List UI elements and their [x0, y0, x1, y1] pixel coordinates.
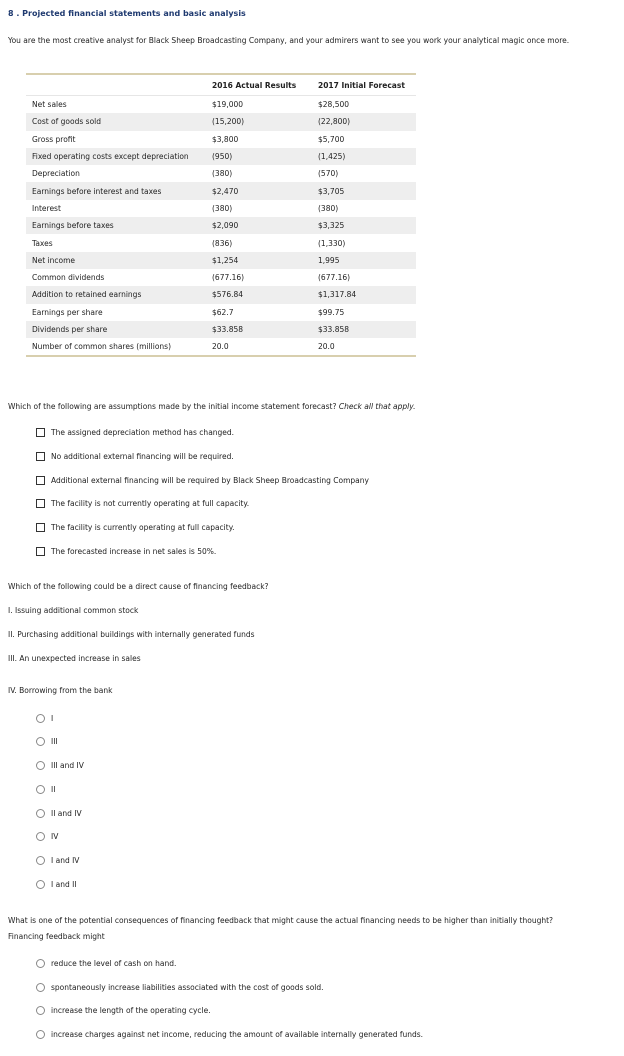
cell-2016: $19,000	[212, 100, 244, 110]
radio-button[interactable]	[36, 785, 45, 794]
q2-option-6[interactable]	[36, 832, 58, 841]
checkbox[interactable]	[36, 476, 45, 485]
option-label: reduce the level of cash on hand.	[51, 959, 177, 968]
cell-2016: $1,254	[212, 255, 239, 265]
radio-button[interactable]	[36, 856, 45, 865]
cell-2016: $2,090	[212, 221, 239, 231]
table-header	[26, 75, 416, 96]
q1-option-6[interactable]	[36, 547, 216, 556]
cell-2017: (1,330)	[318, 238, 346, 248]
option-label: The facility is currently operating at full capacity.	[51, 523, 235, 532]
page-title: 8 . Projected financial statements and basic analysis	[8, 9, 246, 18]
q2-option-2[interactable]	[36, 737, 58, 746]
option-label: IV	[51, 832, 59, 841]
cell-2016: $2,470	[212, 186, 239, 196]
question-3-text-line1: What is one of the potential consequences of financing feedback that might cause the actual financing needs to be higher than initially thought?	[8, 916, 554, 925]
option-label: The assigned depreciation method has changed.	[51, 428, 235, 437]
table-row	[26, 165, 416, 182]
cell-2017: $1,317.84	[318, 290, 357, 300]
row-label: Gross profit	[32, 134, 76, 144]
option-label: increase charges against net income, reducing the amount of available internally generated funds.	[51, 1030, 424, 1039]
q1-option-3[interactable]	[36, 476, 369, 485]
radio-button[interactable]	[36, 880, 45, 889]
checkbox[interactable]	[36, 452, 45, 461]
table-row	[26, 252, 416, 269]
row-label: Addition to retained earnings	[32, 290, 142, 300]
checkbox[interactable]	[36, 499, 45, 508]
radio-button[interactable]	[36, 761, 45, 770]
question-1-text: Which of the following are assumptions made by the initial income statement forecast?	[8, 402, 339, 411]
option-label: The forecasted increase in net sales is 50%.	[51, 547, 217, 556]
table-row	[26, 200, 416, 217]
table-row	[26, 96, 416, 113]
checkbox[interactable]	[36, 523, 45, 532]
cell-2017: $3,325	[318, 221, 345, 231]
q1-option-2[interactable]	[36, 452, 234, 461]
header-2016: 2016 Actual Results	[212, 80, 297, 90]
checkbox[interactable]	[36, 547, 45, 556]
q3-option-2[interactable]	[36, 983, 324, 992]
cell-2016: $33.858	[212, 325, 244, 334]
question-3-text-line2: Financing feedback might	[8, 932, 105, 941]
table-row	[26, 269, 416, 286]
q2-item-3: III. An unexpected increase in sales	[8, 654, 141, 663]
cell-2016: (380)	[212, 203, 233, 213]
table-row	[26, 131, 416, 148]
row-label: Cost of goods sold	[32, 117, 102, 127]
radio-button[interactable]	[36, 714, 45, 723]
radio-button[interactable]	[36, 809, 45, 818]
option-label: III	[51, 737, 58, 746]
option-label: II and IV	[51, 809, 82, 818]
table-row	[26, 182, 416, 199]
cell-2016: 20.0	[212, 342, 229, 352]
q1-option-1[interactable]	[36, 428, 234, 437]
cell-2017: (570)	[318, 169, 339, 179]
option-label: The facility is not currently operating at full capacity.	[51, 499, 250, 508]
checkbox[interactable]	[36, 428, 45, 437]
q3-option-4[interactable]	[36, 1030, 423, 1039]
radio-button[interactable]	[36, 737, 45, 746]
cell-2017: $3,705	[318, 186, 345, 196]
cell-2017: $99.75	[318, 307, 345, 317]
option-label: spontaneously increase liabilities associated with the cost of goods sold.	[51, 983, 324, 992]
row-label: Net income	[32, 255, 76, 265]
row-label: Earnings before taxes	[32, 221, 114, 231]
cell-2017: $28,500	[318, 100, 350, 110]
cell-2016: $62.7	[212, 307, 234, 317]
q2-option-7[interactable]	[36, 856, 79, 865]
option-label: I and II	[51, 880, 77, 889]
row-label: Depreciation	[32, 169, 80, 179]
table-row	[26, 338, 416, 355]
header-2017: 2017 Initial Forecast	[318, 80, 405, 90]
option-label: No additional external financing will be required.	[51, 452, 234, 461]
q2-item-1: I. Issuing additional common stock	[8, 606, 139, 615]
q2-option-8[interactable]	[36, 880, 77, 889]
radio-button[interactable]	[36, 983, 45, 992]
radio-button[interactable]	[36, 1030, 45, 1039]
table-row	[26, 234, 416, 251]
cell-2017: 1,995	[318, 255, 340, 265]
q1-option-5[interactable]	[36, 523, 234, 532]
q1-option-4[interactable]	[36, 499, 249, 508]
option-label: I and IV	[51, 856, 80, 865]
radio-button[interactable]	[36, 1006, 45, 1015]
row-label: Fixed operating costs except depreciation	[32, 152, 189, 162]
cell-2016: (950)	[212, 152, 233, 162]
radio-button[interactable]	[36, 959, 45, 968]
table-row	[26, 148, 416, 165]
cell-2016: $3,800	[212, 134, 239, 144]
q3-option-1[interactable]	[36, 959, 176, 968]
cell-2017: (22,800)	[318, 117, 351, 127]
q3-option-3[interactable]	[36, 1006, 211, 1015]
cell-2016: (380)	[212, 169, 233, 179]
q2-item-2: II. Purchasing additional buildings with internally generated funds	[8, 630, 255, 639]
cell-2017: $33.858	[318, 325, 350, 334]
row-label: Earnings per share	[32, 307, 103, 317]
q2-option-3[interactable]	[36, 761, 84, 770]
row-label: Dividends per share	[32, 325, 108, 334]
q2-option-4[interactable]	[36, 785, 55, 794]
option-label: increase the length of the operating cycle.	[51, 1006, 211, 1015]
question-1	[8, 402, 416, 411]
cell-2016: (15,200)	[212, 117, 245, 127]
option-label: I	[51, 714, 54, 723]
table-body	[26, 96, 416, 355]
row-label: Taxes	[32, 238, 53, 248]
cell-2017: (677.16)	[318, 273, 351, 283]
q2-option-1[interactable]	[36, 714, 53, 723]
question-2-text: Which of the following could be a direct cause of financing feedback?	[8, 582, 269, 591]
table-row	[26, 304, 416, 321]
cell-2017: (1,425)	[318, 152, 346, 162]
option-label: Additional external financing will be required by Black Sheep Broadcasting Company	[51, 476, 369, 485]
row-label: Interest	[32, 203, 61, 213]
q2-item-4: IV. Borrowing from the bank	[8, 686, 113, 695]
cell-2017: $5,700	[318, 134, 345, 144]
cell-2016: (677.16)	[212, 273, 245, 283]
cell-2016: (836)	[212, 238, 233, 248]
option-label: III and IV	[51, 761, 84, 770]
intro-text: You are the most creative analyst for Black Sheep Broadcasting Company, and your admirers want to see you work your analytical magic once more.	[8, 36, 570, 45]
row-label: Net sales	[32, 100, 67, 110]
row-label: Earnings before interest and taxes	[32, 186, 162, 196]
q2-option-5[interactable]	[36, 809, 82, 818]
row-label: Common dividends	[32, 273, 105, 283]
income-statement-table	[26, 73, 416, 357]
cell-2016: $576.84	[212, 290, 244, 300]
cell-2017: 20.0	[318, 342, 335, 352]
cell-2017: (380)	[318, 203, 339, 213]
table-row	[26, 113, 416, 130]
radio-button[interactable]	[36, 832, 45, 841]
table-row	[26, 217, 416, 234]
row-label: Number of common shares (millions)	[32, 342, 171, 352]
table-row	[26, 286, 416, 303]
question-1-hint: Check all that apply.	[338, 402, 416, 411]
table-row	[26, 321, 416, 338]
option-label: II	[51, 785, 56, 794]
